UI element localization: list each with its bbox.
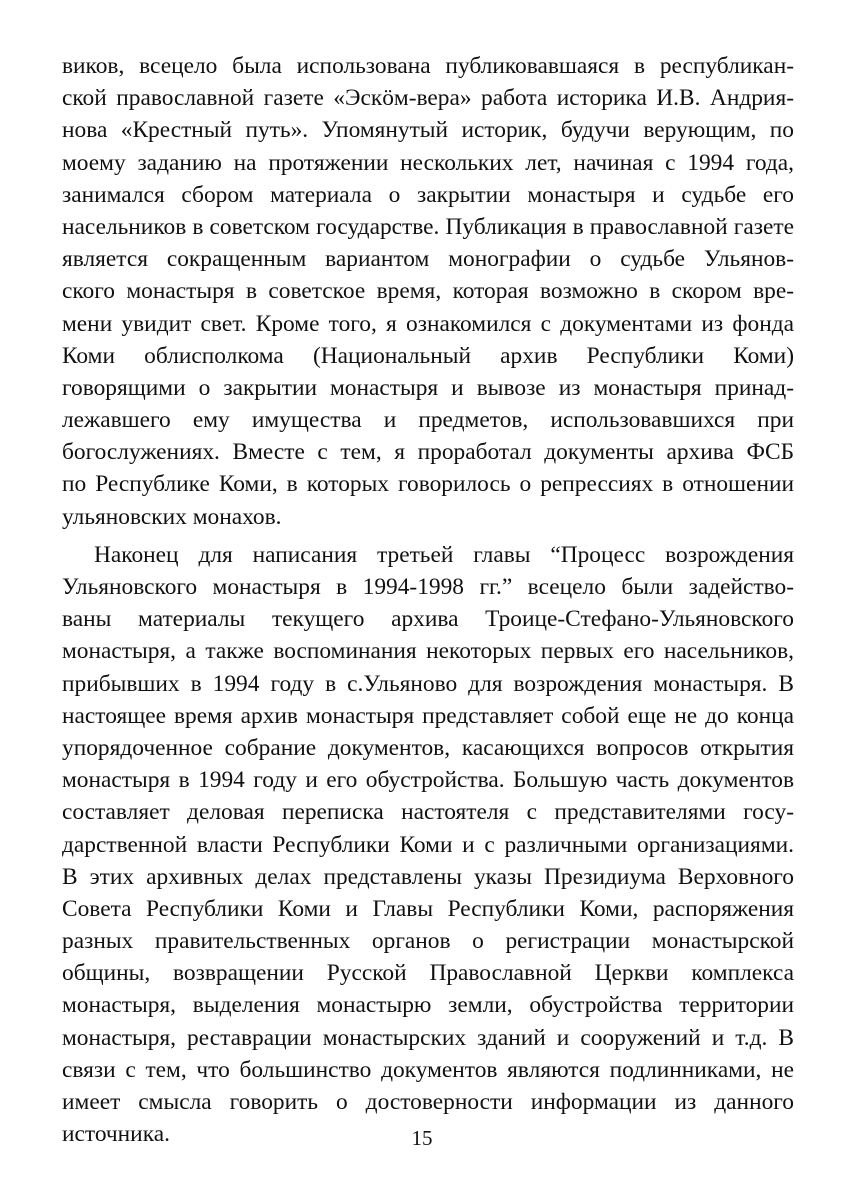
- text-line: ульяновских монахов.: [62, 503, 282, 530]
- paragraph-1: [62, 50, 794, 533]
- paragraph-2: [62, 539, 794, 1151]
- text-line: говорящими о закрытии монастыря и вывозе из монастыря принад-: [62, 374, 794, 401]
- text-line: монастыря в 1994 году и его обустройства. Большую часть документов: [62, 767, 794, 794]
- text-line: упорядоченное собрание документов, касающихся вопросов открытия: [62, 734, 794, 761]
- text-line: дарственной власти Республики Коми и с различными организациями.: [62, 831, 794, 858]
- text-line: В этих архивных делах представлены указы Президиума Верховного: [62, 863, 794, 890]
- text-line: занимался сбором материала о закрытии монастыря и судьбе его: [62, 181, 794, 208]
- text-line: Коми облисполкома (Национальный архив Республики Коми): [62, 342, 794, 369]
- text-line: монастыря, а также воспоминания некоторых первых его насельников,: [62, 638, 794, 665]
- text-line: составляет деловая переписка настоятеля с представителями госу-: [62, 799, 794, 826]
- page-body: [62, 50, 794, 1150]
- text-line: Ульяновского монастыря в 1994-1998 гг.” всецело были задейство-: [62, 574, 794, 600]
- text-line: ской православной газете «Эскöм-вера» работа историка И.В. Андрия-: [62, 85, 794, 112]
- text-line: связи с тем, что большинство документов являются подлинниками, не: [62, 1056, 794, 1083]
- text-line: моему заданию на протяжении нескольких лет, начиная с 1994 года,: [62, 149, 794, 176]
- text-line: Совета Республики Коми и Главы Республики Коми, распоряжения: [62, 895, 794, 922]
- text-line: Наконец для написания третьей главы “Процесс возрождения: [94, 541, 794, 568]
- text-line: настоящее время архив монастыря представляет собой еще не до конца: [62, 702, 794, 729]
- text-line: виков, всецело была использована публиковавшаяся в республикан-: [62, 53, 794, 79]
- text-line: является сокращенным вариантом монографии о судьбе Ульянов-: [62, 246, 794, 273]
- text-line: нова «Крестный путь». Упомянутый историк, будучи верующим, по: [62, 117, 794, 144]
- text-line: прибывших в 1994 году в с.Ульяново для возрождения монастыря. В: [62, 670, 794, 697]
- text-line: богослужениях. Вместе с тем, я проработал документы архива ФСБ: [62, 439, 794, 466]
- text-line: монастыря, выделения монастырю земли, обустройства территории: [62, 992, 794, 1019]
- text-line: ваны материалы текущего архива Троице-Стефано-Ульяновского: [62, 606, 794, 633]
- text-line: ского монастыря в советское время, которая возможно в скором вре-: [62, 278, 794, 305]
- text-line: разных правительственных органов о регистрации монастырской: [62, 928, 794, 955]
- text-line: насельников в советском государстве. Публикация в православной газете: [62, 213, 794, 240]
- text-line: лежавшего ему имущества и предметов, использовавшихся при: [62, 407, 794, 434]
- page-number: 15: [411, 1126, 433, 1150]
- text-line: монастыря, реставрации монастырских зданий и сооружений и т.д. В: [62, 1024, 794, 1051]
- text-line: общины, возвращении Русской Православной Церкви комплекса: [62, 960, 794, 987]
- text-line: источника.: [62, 1121, 170, 1148]
- text-line: по Республике Коми, в которых говорилось о репрессиях в отношении: [62, 471, 794, 498]
- text-line: имеет смысла говорить о достоверности информации из данного: [62, 1089, 794, 1115]
- text-line: мени увидит свет. Кроме того, я ознакомился с документами из фонда: [62, 310, 794, 337]
